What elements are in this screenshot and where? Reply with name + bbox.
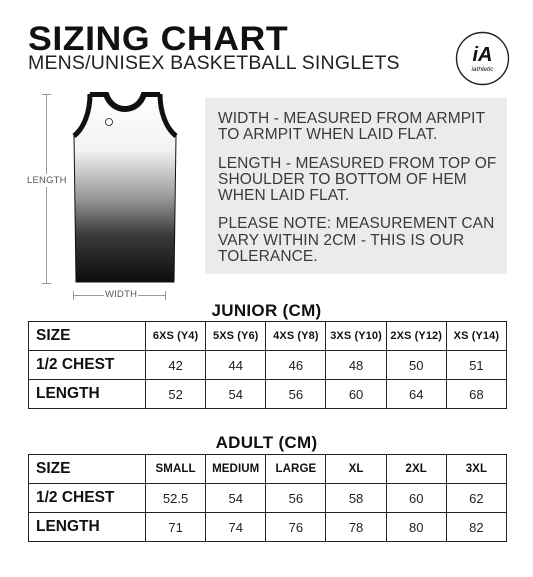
row-header-length: LENGTH	[29, 513, 146, 542]
length-cell: 82	[446, 513, 506, 542]
length-cap-top	[42, 94, 51, 95]
chest-cell: 60	[386, 484, 446, 513]
chest-cell: 52.5	[146, 484, 206, 513]
table-row	[29, 380, 507, 409]
size-header: 3XL	[446, 455, 506, 484]
adult-size-table	[28, 454, 507, 542]
length-cell: 74	[206, 513, 266, 542]
length-cell: 56	[266, 380, 326, 409]
size-header: 2XS (Y12)	[386, 322, 446, 351]
logo-text: iathletic	[471, 66, 494, 73]
length-cell: 76	[266, 513, 326, 542]
size-header: 6XS (Y4)	[146, 322, 206, 351]
table-row	[29, 455, 507, 484]
length-cell: 54	[206, 380, 266, 409]
size-header: 5XS (Y6)	[206, 322, 266, 351]
size-header: 2XL	[386, 455, 446, 484]
table-row	[29, 351, 507, 380]
length-cell: 52	[146, 380, 206, 409]
chest-cell: 42	[146, 351, 206, 380]
size-header: XS (Y14)	[446, 322, 506, 351]
length-cell: 78	[326, 513, 386, 542]
length-dimension-label: LENGTH	[27, 175, 67, 186]
row-header-size: SIZE	[29, 322, 146, 351]
length-note: LENGTH - MEASURED FROM TOP OF SHOULDER TO BOTTOM OF HEM WHEN LAID FLAT.	[218, 154, 497, 205]
tolerance-note: PLEASE NOTE: MEASUREMENT CAN VARY WITHIN 2CM - THIS IS OUR TOLERANCE.	[218, 215, 495, 265]
length-cell: 68	[446, 380, 506, 409]
width-cap-right	[165, 291, 166, 300]
brand-logo	[455, 31, 510, 86]
chest-cell: 48	[326, 351, 386, 380]
row-header-chest: 1/2 CHEST	[29, 484, 146, 513]
junior-size-table	[28, 321, 507, 409]
size-header: MEDIUM	[206, 455, 266, 484]
adult-table-title: ADULT (CM)	[215, 433, 318, 452]
page-subtitle: MENS/UNISEX BASKETBALL SINGLETS	[28, 52, 400, 74]
width-dimension-label: WIDTH	[105, 289, 138, 300]
page-title: SIZING CHART	[28, 20, 289, 58]
size-header: LARGE	[266, 455, 326, 484]
size-header: SMALL	[146, 455, 206, 484]
table-row	[29, 513, 507, 542]
table-row	[29, 322, 507, 351]
chest-cell: 50	[386, 351, 446, 380]
singlet-illustration	[70, 92, 180, 287]
size-header: XL	[326, 455, 386, 484]
row-header-chest: 1/2 CHEST	[29, 351, 146, 380]
row-header-length: LENGTH	[29, 380, 146, 409]
chest-cell: 54	[206, 484, 266, 513]
chest-cell: 51	[446, 351, 506, 380]
length-cell: 60	[326, 380, 386, 409]
width-cap-left	[73, 291, 74, 300]
size-header: 4XS (Y8)	[266, 322, 326, 351]
length-cap-bottom	[42, 283, 51, 284]
length-cell: 64	[386, 380, 446, 409]
chest-cell: 56	[266, 484, 326, 513]
row-header-size: SIZE	[29, 455, 146, 484]
width-note: WIDTH - MEASURED FROM ARMPIT TO ARMPIT WHEN LAID FLAT.	[218, 110, 485, 144]
table-row	[29, 484, 507, 513]
length-cell: 71	[146, 513, 206, 542]
chest-cell: 44	[206, 351, 266, 380]
measurement-notes	[205, 98, 507, 274]
length-dimension-line	[46, 94, 47, 284]
chest-cell: 46	[266, 351, 326, 380]
size-header: 3XS (Y10)	[326, 322, 386, 351]
junior-table-title: JUNIOR (CM)	[211, 301, 322, 320]
length-cell: 80	[386, 513, 446, 542]
logo-mark: iA	[472, 44, 493, 66]
chest-cell: 62	[446, 484, 506, 513]
chest-cell: 58	[326, 484, 386, 513]
